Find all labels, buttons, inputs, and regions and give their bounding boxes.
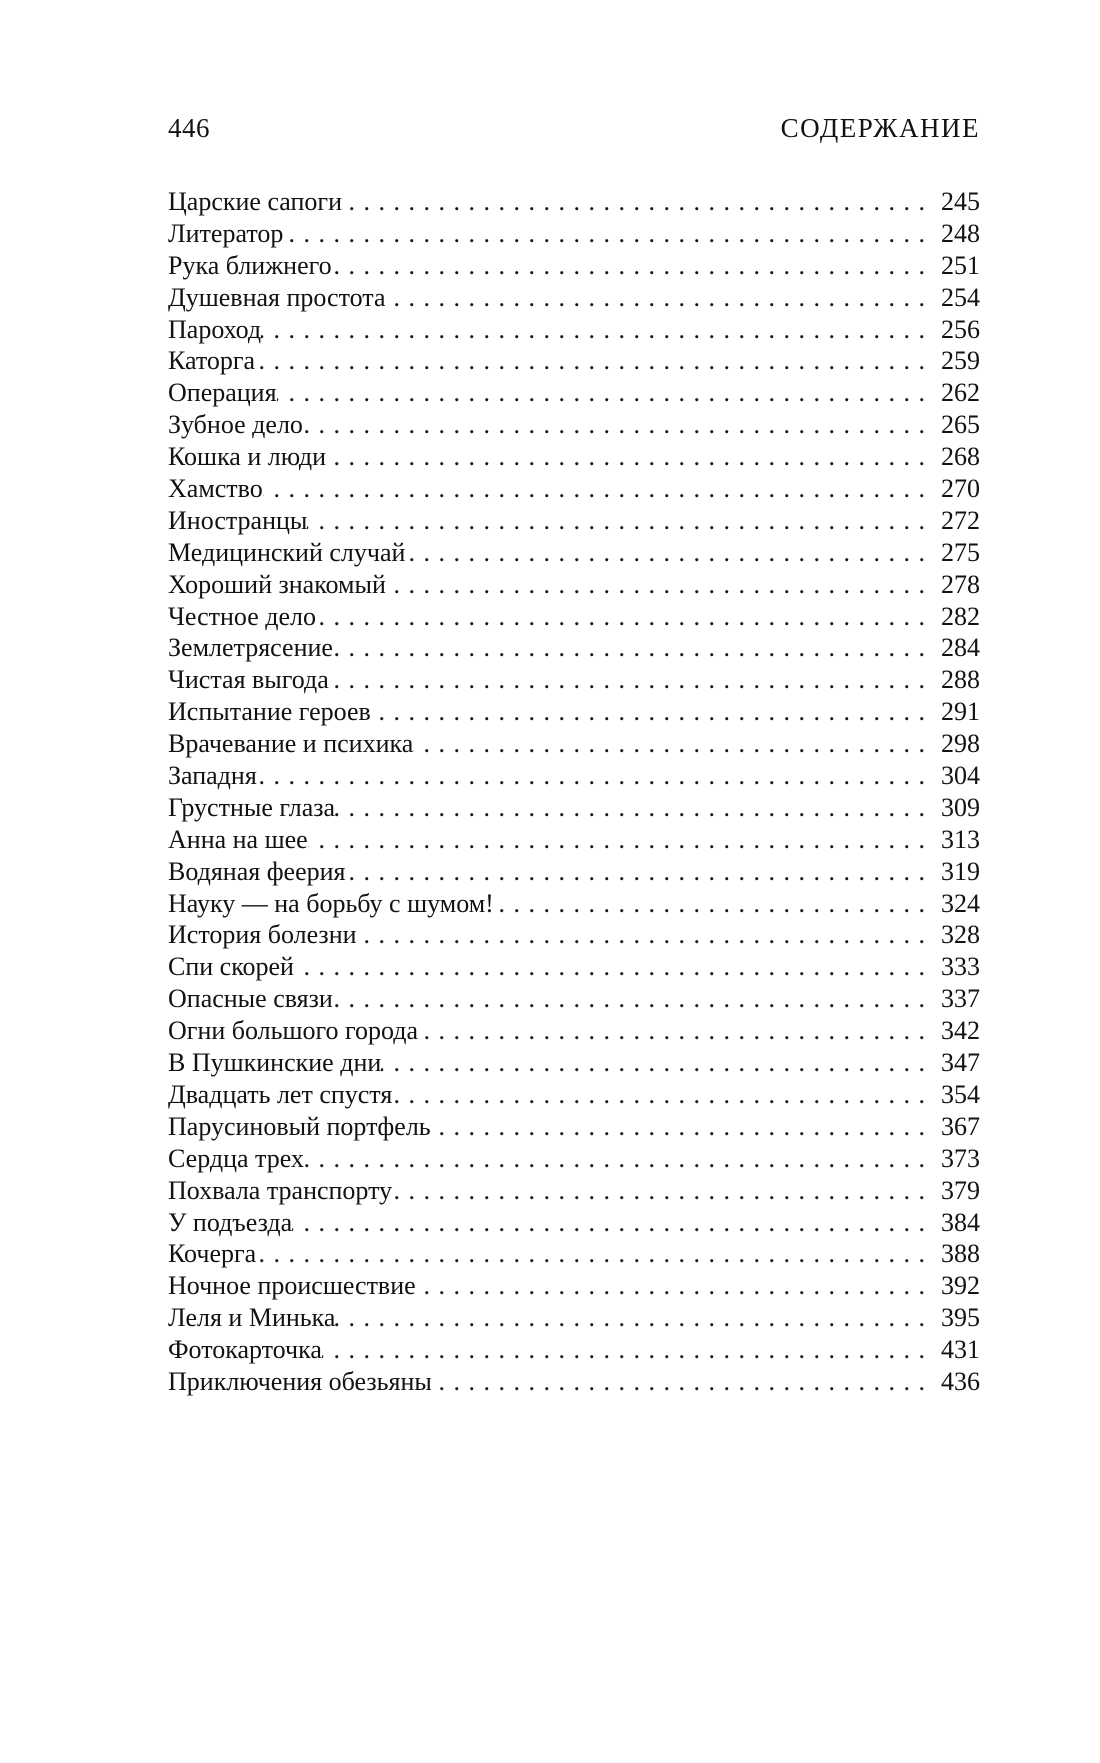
toc-entry-page: 379 xyxy=(941,1175,980,1205)
toc-entry-title: Врачевание и психика xyxy=(168,729,414,759)
toc-entry xyxy=(168,1111,980,1143)
toc-entry-title: История болезни xyxy=(168,920,357,950)
toc-entry xyxy=(168,218,980,250)
toc-entry-page: 288 xyxy=(941,665,980,695)
toc-entry xyxy=(168,1207,980,1239)
toc-entry-page: 384 xyxy=(941,1207,980,1237)
toc-entry-page: 392 xyxy=(941,1271,980,1301)
toc-entry xyxy=(168,1302,980,1334)
toc-entry xyxy=(168,951,980,983)
toc-entry xyxy=(168,569,980,601)
toc-entry xyxy=(168,1238,980,1270)
dot-leader xyxy=(304,1143,934,1175)
toc-entry-page: 324 xyxy=(941,888,980,918)
toc-entry xyxy=(168,1047,980,1079)
toc-entry-title: Зубное дело xyxy=(168,410,303,440)
toc-entry xyxy=(168,1175,980,1207)
toc-entry-page: 248 xyxy=(941,218,980,248)
dot-leader xyxy=(332,250,934,282)
toc-entry-page: 259 xyxy=(941,346,980,376)
dot-leader xyxy=(431,1111,934,1143)
toc-entry-page: 328 xyxy=(941,920,980,950)
dot-leader xyxy=(385,282,934,314)
toc-entry-title: Хамство xyxy=(168,474,263,504)
toc-entry-title: Похвала транспорту xyxy=(168,1175,393,1205)
toc-entry-page: 431 xyxy=(941,1335,980,1365)
dot-leader xyxy=(257,760,934,792)
toc-entry-title: Рука ближнего xyxy=(168,250,332,280)
toc-entry xyxy=(168,1334,980,1366)
toc-entry-page: 309 xyxy=(941,792,980,822)
toc-entry-page: 254 xyxy=(941,282,980,312)
toc-entry xyxy=(168,186,980,218)
toc-entry-page: 291 xyxy=(941,697,980,727)
dot-leader xyxy=(418,1015,934,1047)
toc-entry-title: Хороший знакомый xyxy=(168,569,386,599)
toc-entry xyxy=(168,760,980,792)
toc-entry-page: 251 xyxy=(941,250,980,280)
toc-entry-title: Водяная феерия xyxy=(168,856,346,886)
toc-entry xyxy=(168,537,980,569)
toc-entry xyxy=(168,919,980,951)
toc-entry-page: 436 xyxy=(941,1366,980,1396)
dot-leader xyxy=(432,1366,934,1398)
toc-entry-page: 268 xyxy=(941,442,980,472)
toc-entry xyxy=(168,696,980,728)
toc-entry xyxy=(168,728,980,760)
toc-entry-title: Литератор xyxy=(168,218,284,248)
toc-entry-title: В Пушкинские дни xyxy=(168,1048,382,1078)
toc-entry xyxy=(168,1366,980,1398)
toc-entry-page: 319 xyxy=(941,856,980,886)
dot-leader xyxy=(494,888,934,920)
dot-leader xyxy=(256,1238,934,1270)
toc-entry-page: 278 xyxy=(941,569,980,599)
toc-entry xyxy=(168,888,980,920)
dot-leader xyxy=(322,1334,934,1366)
dot-leader xyxy=(303,409,934,441)
toc-entry-title: Леля и Минька xyxy=(168,1303,336,1333)
toc-entry xyxy=(168,473,980,505)
dot-leader xyxy=(277,377,934,409)
toc-entry xyxy=(168,632,980,664)
toc-entry-page: 304 xyxy=(941,761,980,791)
toc-entry xyxy=(168,664,980,696)
toc-entry-page: 333 xyxy=(941,952,980,982)
toc-entry-page: 256 xyxy=(941,314,980,344)
toc-entry-title: Медицинский случай xyxy=(168,537,406,567)
toc-list xyxy=(168,186,980,1398)
toc-entry-title: Двадцать лет спустя xyxy=(168,1079,393,1109)
toc-entry xyxy=(168,1143,980,1175)
dot-leader xyxy=(357,919,934,951)
dot-leader xyxy=(333,983,934,1015)
toc-entry xyxy=(168,282,980,314)
dot-leader xyxy=(392,1175,934,1207)
toc-entry-title: Грустные глаза xyxy=(168,792,336,822)
page-number: 446 xyxy=(168,113,210,143)
toc-entry-page: 265 xyxy=(941,410,980,440)
page-header xyxy=(168,112,980,144)
toc-entry xyxy=(168,601,980,633)
dot-leader xyxy=(326,441,934,473)
toc-entry-title: Душевная простота xyxy=(168,282,386,312)
toc-entry-page: 347 xyxy=(941,1048,980,1078)
dot-leader xyxy=(283,218,934,250)
dot-leader xyxy=(329,664,934,696)
toc-entry-page: 373 xyxy=(941,1143,980,1173)
toc-entry-title: Испытание героев xyxy=(168,697,371,727)
toc-entry xyxy=(168,792,980,824)
toc-entry-title: Каторга xyxy=(168,346,256,376)
dot-leader xyxy=(335,1302,934,1334)
toc-entry-title: Сердца трех xyxy=(168,1143,304,1173)
toc-entry-page: 342 xyxy=(941,1016,980,1046)
toc-entry-page: 284 xyxy=(941,633,980,663)
toc-entry-page: 245 xyxy=(941,187,980,216)
toc-entry-title: Парусиновый портфель xyxy=(168,1111,431,1141)
dot-leader xyxy=(405,537,934,569)
toc-entry-title: Царские сапоги xyxy=(168,187,342,216)
toc-entry-title: Пароход xyxy=(168,314,262,344)
dot-leader xyxy=(416,1270,934,1302)
toc-entry-title: Науку — на борьбу с шумом! xyxy=(168,888,494,918)
toc-entry-page: 313 xyxy=(941,824,980,854)
dot-leader xyxy=(371,696,934,728)
dot-leader xyxy=(342,186,934,218)
toc-entry-title: Кочерга xyxy=(168,1239,257,1269)
toc-entry-title: Анна на шее xyxy=(168,824,308,854)
dot-leader xyxy=(413,728,934,760)
dot-leader xyxy=(335,792,934,824)
toc-entry-title: Землетрясение xyxy=(168,633,333,663)
toc-entry-title: Опасные связи xyxy=(168,984,333,1014)
toc-entry-page: 270 xyxy=(941,474,980,504)
toc-entry-title: Иностранцы xyxy=(168,505,308,535)
dot-leader xyxy=(261,314,934,346)
toc-entry-page: 367 xyxy=(941,1111,980,1141)
toc-entry-page: 298 xyxy=(941,729,980,759)
toc-entry-title: Спи скорей xyxy=(168,952,294,982)
dot-leader xyxy=(308,824,934,856)
toc-entry-title: Приключения обезьяны xyxy=(168,1366,432,1396)
toc-entry-title: У подъезда xyxy=(168,1207,293,1237)
dot-leader xyxy=(333,632,934,664)
toc-entry xyxy=(168,409,980,441)
dot-leader xyxy=(386,569,934,601)
toc-entry-title: Ночное происшествие xyxy=(168,1271,416,1301)
toc-entry xyxy=(168,345,980,377)
toc-entry-page: 395 xyxy=(941,1303,980,1333)
toc-entry-title: Операция xyxy=(168,378,277,408)
toc-entry-page: 282 xyxy=(941,601,980,631)
toc-entry xyxy=(168,856,980,888)
toc-entry xyxy=(168,377,980,409)
toc-entry-title: Честное дело xyxy=(168,601,317,631)
toc-entry-title: Кошка и люди xyxy=(168,442,326,472)
toc-entry xyxy=(168,441,980,473)
dot-leader xyxy=(316,601,934,633)
dot-leader xyxy=(294,951,934,983)
toc-entry-page: 275 xyxy=(941,537,980,567)
toc-entry-page: 262 xyxy=(941,378,980,408)
toc-entry-page: 354 xyxy=(941,1079,980,1109)
dot-leader xyxy=(381,1047,934,1079)
toc-entry xyxy=(168,250,980,282)
dot-leader xyxy=(263,473,934,505)
toc-entry xyxy=(168,314,980,346)
dot-leader xyxy=(307,505,934,537)
toc-entry-title: Западня xyxy=(168,761,257,791)
toc-entry-title: Фотокарточка xyxy=(168,1335,322,1365)
dot-leader xyxy=(255,345,934,377)
toc-entry xyxy=(168,505,980,537)
toc-entry-page: 272 xyxy=(941,505,980,535)
toc-entry-title: Огни большого города xyxy=(168,1016,419,1046)
toc-entry xyxy=(168,1079,980,1111)
toc-entry xyxy=(168,1270,980,1302)
toc-entry-page: 388 xyxy=(941,1239,980,1269)
dot-leader xyxy=(292,1207,934,1239)
page-title: СОДЕРЖАНИЕ xyxy=(780,113,980,143)
toc-entry-page: 337 xyxy=(941,984,980,1014)
dot-leader xyxy=(346,856,935,888)
toc-entry xyxy=(168,1015,980,1047)
toc-entry-title: Чистая выгода xyxy=(168,665,329,695)
toc-entry xyxy=(168,824,980,856)
dot-leader xyxy=(392,1079,934,1111)
toc-entry xyxy=(168,983,980,1015)
